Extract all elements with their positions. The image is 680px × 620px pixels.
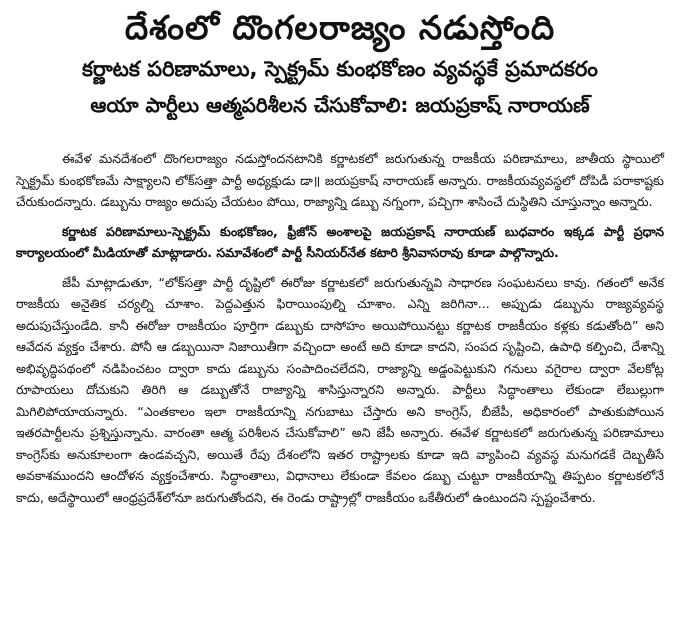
article-paragraph-1: ఈవేళ మనదేశంలో దొంగలరాజ్యం నడుస్తోందనటానికి కర్ణాటకలో జరుగుతున్న రాజకీయ పరిణామాలు, జాతీయ స్థాయిలో స్పెక్ట్రమ్ కుంభకోణమే సాక్ష్యాలని లోక్‌సత్తా పార్టీ అధ్యక్షుడు డా॥ జయప్రకాష్ నారాయణ్ అన్నారు. రాజకీయవ్యవస్థలో దోపిడీ పరాకాష్టకు చేరుకుందన్నారు. డబ్బును రాజ్యం అదుపు చేయటం పోయి, రాజ్యాన్ని డబ్బు నగ్నంగా, పచ్చిగా శాసించే దుస్థితిని చూస్తున్నాం అన్నారు. (16, 151, 664, 209)
subheadline-secondary: ఆయా పార్టీలు ఆత్మపరిశీలన చేసుకోవాలి: జయప్రకాష్ నారాయణ్ (90, 93, 590, 117)
headline: దేశంలో దొంగలరాజ్యం నడుస్తోంది (124, 8, 556, 47)
article-paragraph-2: కర్ణాటక పరిణామాలు-స్పెక్ట్రమ్ కుంభకోణం, ఫ్రీజోన్ అంశాలపై జయప్రకాష్ నారాయణ్ బుధవారం ఇక్కడ పార్టీ ప్రధాన కార్యాలయంలో మీడియాతో మాట్లాడారు. సమావేశంలో పార్టీ సీనియర్‌నేత కటారి శ్రీనివాసరావు కూడా పాల్గొన్నారు. (16, 223, 664, 260)
subheadline: కర్ణాటక పరిణామాలు, స్పెక్ట్రమ్ కుంభకోణం వ్యవస్థకే ప్రమాదకరం (82, 57, 598, 81)
article-body (16, 148, 664, 508)
article-paragraph-3: జేపీ మాట్లాడుతూ, “లోక్‌సత్తా పార్టీ దృష్టిలో ఈరోజు కర్ణాటకలో జరుగుతున్నవి సాధారణ సంఘటనలు కావు. గతంలో అనేక రాజకీయ అనైతిక చర్యల్ని చూశాం. పెద్దఎత్తున ఫిరాయింపుల్ని చూశాం. ఎన్ని జరిగినా... అప్పుడు డబ్బును రాజ్యవ్యవస్థ అదుపుచేస్తుండేది. కానీ ఈరోజు రాజకీయం పూర్తిగా డబ్బుకు దాసోహం అయిపోయినట్టు కర్ణాటక రాజకీయం కళ్లకు కడుతోంది” అని ఆవేదన వ్యక్తం చేశారు. పోనీ ఆ డబ్బయినా నిజాయితీగా వచ్చిందా అంటే అది కూడా కాదని, సంపద సృష్టించి, ఉపాధి కల్పించి, దేశాన్ని అభివృద్ధిపథంలో నడిపించటం ద్వారా కాదు డబ్బును సంపాదించలేదని, రాజ్యాన్ని అడ్డంపెట్టుకుని గనులు వగైరాల ద్వారా వేలకోట్ల రూపాయలు దోచుకుని తిరిగి ఆ డబ్బుతోనే రాజ్యాన్ని శాసిస్తున్నారని అన్నారు. పార్టీలు సిద్ధాంతాలు లేకుండా లేబుల్లుగా మిగిలిపోయాయన్నారు. “ఎంతకాలం ఇలా రాజకీయాన్ని నగుబాటు చేస్తారు అని కాంగ్రెస్, బీజేపీ, అధికారంలో పాతుకుపోయిన ఇతరపార్టీలను ప్రశ్నిస్తున్నాను. వారంతా ఆత్మ పరిశీలన చేసుకోవాలి” అని జేపీ అన్నారు. ఈవేళ కర్ణాటకలో జరుగుతున్న పరిణామాలు కాంగ్రెస్‌కు అనుకూలంగా ఉండవచ్చని, అయితే రేపు దేశంలోని ఇతర రాష్ట్రాలకు కూడా ఇది వ్యాపించి వ్యవస్థ మనుగడకే దెబ్బతీసే అవకాశముందని ఆందోళన వ్యక్తంచేశారు. సిద్ధాంతాలు, విధానాలు లేకుండా కేవలం డబ్బు చుట్టూ రాజకీయాన్ని తిప్పటం కర్ణాటకలోనే కాదు, అదేస్థాయిలో ఆంధ్రప్రదేశ్‌లోనూ జరుగుతోందని, ఈ రెండు రాష్ట్రాల్లో రాజకీయం ఒకేతీరులో ఉంటుందని స్పష్టంచేశారు. (16, 274, 664, 505)
